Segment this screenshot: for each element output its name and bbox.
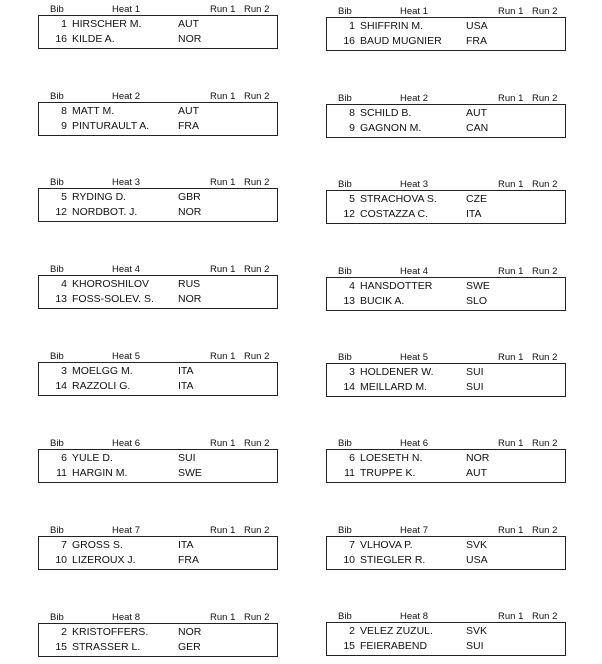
racer-name: SCHILD B. (360, 107, 412, 119)
heat-pairing-box (38, 275, 278, 309)
heat-header (38, 526, 278, 536)
racer-bib: 11 (344, 467, 355, 479)
racer-nation: NOR (466, 452, 490, 464)
racer-nation: ITA (178, 380, 194, 392)
racer-row (327, 365, 565, 379)
heat-header (326, 267, 566, 277)
racer-name: BAUD MUGNIER (360, 35, 442, 47)
racer-name: HIRSCHER M. (72, 18, 142, 30)
racer-name: LOESETH N. (360, 452, 423, 464)
racer-name: HANSDOTTER (360, 280, 433, 292)
racer-nation: AUT (178, 105, 199, 117)
bib-column-label: Bib (338, 266, 352, 277)
bib-column-label: Bib (338, 6, 352, 17)
racer-nation: SUI (466, 640, 484, 652)
bib-column-label: Bib (50, 612, 64, 623)
racer-nation: SWE (178, 467, 202, 479)
racer-row (39, 553, 277, 567)
run-1-label: Run 1 (498, 179, 524, 190)
bib-column-label: Bib (50, 4, 64, 15)
heat-title: Heat 5 (400, 352, 428, 363)
heat-header (326, 180, 566, 190)
heat-pairing-box (38, 536, 278, 570)
heat-block (38, 265, 278, 309)
heat-block (326, 439, 566, 483)
racer-row (327, 106, 565, 120)
heat-pairing-box (38, 102, 278, 136)
racer-bib: 4 (61, 278, 67, 290)
racer-bib: 6 (349, 452, 355, 464)
racer-bib: 3 (61, 365, 67, 377)
racer-bib: 5 (349, 193, 355, 205)
bib-column-label: Bib (50, 351, 64, 362)
run-2-label: Run 2 (244, 177, 270, 188)
heat-block (38, 439, 278, 483)
heat-pairing-box (38, 15, 278, 49)
run-1-label: Run 1 (210, 525, 236, 536)
heat-title: Heat 3 (112, 177, 140, 188)
racer-nation: AUT (178, 18, 199, 30)
racer-nation: CZE (466, 193, 487, 205)
heat-header (38, 92, 278, 102)
heat-pairing-box (326, 190, 566, 224)
racer-row (327, 538, 565, 552)
racer-row (39, 17, 277, 31)
bib-column-label: Bib (338, 93, 352, 104)
heat-header (326, 526, 566, 536)
racer-row (39, 466, 277, 480)
racer-nation: SVK (466, 539, 488, 551)
heat-block (326, 526, 566, 570)
racer-bib: 5 (61, 191, 67, 203)
racer-name: SHIFFRIN M. (360, 20, 423, 32)
bib-column-label: Bib (50, 91, 64, 102)
racer-bib: 12 (343, 208, 355, 220)
heat-pairing-box (38, 449, 278, 483)
racer-nation: GER (178, 641, 201, 653)
racer-bib: 13 (343, 295, 355, 307)
racer-row (39, 205, 277, 219)
racer-bib: 9 (349, 122, 355, 134)
racer-row (39, 625, 277, 639)
racer-bib: 15 (343, 640, 355, 652)
racer-bib: 13 (55, 293, 67, 305)
racer-bib: 2 (61, 626, 67, 638)
run-2-label: Run 2 (244, 351, 270, 362)
racer-name: MEILLARD M. (360, 381, 428, 393)
heat-title: Heat 4 (400, 266, 428, 277)
heat-title: Heat 2 (400, 93, 428, 104)
run-1-label: Run 1 (210, 351, 236, 362)
racer-nation: SUI (178, 452, 196, 464)
heat-title: Heat 4 (112, 264, 140, 275)
heat-title: Heat 1 (400, 6, 428, 17)
racer-name: KILDE A. (72, 33, 115, 45)
racer-row (39, 277, 277, 291)
racer-row (327, 380, 565, 394)
racer-nation: ITA (178, 365, 194, 377)
heat-block (38, 526, 278, 570)
heat-header (326, 7, 566, 17)
heat-block (326, 180, 566, 224)
heat-title: Heat 5 (112, 351, 140, 362)
racer-name: VLHOVA P. (360, 539, 413, 551)
racer-bib: 14 (55, 380, 67, 392)
racer-nation: SUI (466, 366, 484, 378)
run-1-label: Run 1 (210, 264, 236, 275)
heat-block (326, 353, 566, 397)
run-2-label: Run 2 (244, 525, 270, 536)
racer-name: MOELGG M. (72, 365, 133, 377)
racer-nation: SVK (466, 625, 488, 637)
run-1-label: Run 1 (210, 91, 236, 102)
racer-bib: 16 (55, 33, 67, 45)
racer-name: STIEGLER R. (360, 554, 426, 566)
racer-nation: AUT (466, 467, 487, 479)
racer-row (327, 121, 565, 135)
bib-column-label: Bib (50, 438, 64, 449)
heat-pairing-box (38, 362, 278, 396)
heat-pairing-box (326, 277, 566, 311)
racer-nation: NOR (178, 626, 202, 638)
heat-header (326, 94, 566, 104)
racer-bib: 1 (349, 20, 355, 32)
run-1-label: Run 1 (210, 438, 236, 449)
racer-bib: 8 (61, 105, 67, 117)
racer-name: HARGIN M. (72, 467, 128, 479)
racer-name: MATT M. (72, 105, 115, 117)
run-2-label: Run 2 (532, 438, 558, 449)
heat-title: Heat 8 (112, 612, 140, 623)
racer-row (327, 451, 565, 465)
racer-bib: 10 (55, 554, 67, 566)
racer-name: LIZEROUX J. (72, 554, 136, 566)
run-2-label: Run 2 (532, 179, 558, 190)
racer-nation: NOR (178, 33, 202, 45)
run-1-label: Run 1 (498, 438, 524, 449)
run-2-label: Run 2 (244, 4, 270, 15)
heat-header (326, 439, 566, 449)
racer-nation: ITA (466, 208, 482, 220)
bib-column-label: Bib (338, 611, 352, 622)
heat-header (38, 352, 278, 362)
run-2-label: Run 2 (532, 352, 558, 363)
heat-block (326, 94, 566, 138)
bib-column-label: Bib (50, 525, 64, 536)
racer-bib: 7 (349, 539, 355, 551)
heat-title: Heat 6 (400, 438, 428, 449)
heat-pairing-box (38, 623, 278, 657)
racer-bib: 12 (55, 206, 67, 218)
racer-bib: 3 (349, 366, 355, 378)
racer-bib: 16 (343, 35, 355, 47)
racer-nation: CAN (466, 122, 489, 134)
racer-row (327, 34, 565, 48)
run-1-label: Run 1 (498, 93, 524, 104)
racer-name: NORDBOT. J. (72, 206, 138, 218)
racer-row (327, 466, 565, 480)
racer-row (39, 190, 277, 204)
run-2-label: Run 2 (532, 93, 558, 104)
run-2-label: Run 2 (532, 525, 558, 536)
racer-bib: 8 (349, 107, 355, 119)
racer-row (39, 451, 277, 465)
heat-block (38, 352, 278, 396)
racer-name: STRACHOVA S. (360, 193, 437, 205)
racer-row (327, 279, 565, 293)
racer-name: FOSS-SOLEV. S. (72, 293, 154, 305)
heat-header (38, 178, 278, 188)
heat-header (326, 612, 566, 622)
heat-title: Heat 7 (112, 525, 140, 536)
racer-bib: 9 (61, 120, 67, 132)
racer-row (327, 192, 565, 206)
racer-row (327, 207, 565, 221)
racer-name: GAGNON M. (360, 122, 422, 134)
bib-column-label: Bib (338, 179, 352, 190)
racer-name: KRISTOFFERS. (72, 626, 149, 638)
racer-nation: NOR (178, 206, 202, 218)
racer-name: STRASSER L. (72, 641, 141, 653)
heat-title: Heat 6 (112, 438, 140, 449)
run-1-label: Run 1 (210, 4, 236, 15)
racer-name: PINTURAULT A. (72, 120, 150, 132)
racer-nation: FRA (466, 35, 487, 47)
heat-header (38, 5, 278, 15)
run-2-label: Run 2 (532, 6, 558, 17)
racer-nation: SWE (466, 280, 490, 292)
racer-row (327, 624, 565, 638)
racer-bib: 4 (349, 280, 355, 292)
run-2-label: Run 2 (244, 438, 270, 449)
run-2-label: Run 2 (244, 91, 270, 102)
racer-bib: 1 (61, 18, 67, 30)
heat-header (326, 353, 566, 363)
racer-nation: ITA (178, 539, 194, 551)
heat-pairing-box (326, 622, 566, 656)
racer-nation: SLO (466, 295, 488, 307)
heat-pairing-box (326, 536, 566, 570)
racer-nation: FRA (178, 120, 199, 132)
run-1-label: Run 1 (498, 611, 524, 622)
heat-header (38, 439, 278, 449)
racer-row (39, 104, 277, 118)
racer-name: COSTAZZA C. (360, 208, 429, 220)
racer-row (327, 294, 565, 308)
racer-name: RAZZOLI G. (72, 380, 131, 392)
racer-row (39, 119, 277, 133)
racer-bib: 15 (55, 641, 67, 653)
heat-block (38, 178, 278, 222)
heat-title: Heat 8 (400, 611, 428, 622)
racer-name: RYDING D. (72, 191, 127, 203)
bib-column-label: Bib (50, 264, 64, 275)
heat-block (326, 7, 566, 51)
run-1-label: Run 1 (498, 266, 524, 277)
racer-row (327, 639, 565, 653)
racer-nation: RUS (178, 278, 201, 290)
racer-name: VELEZ ZUZUL. (360, 625, 433, 637)
racer-row (39, 379, 277, 393)
racer-name: TRUPPE K. (360, 467, 416, 479)
heat-pairing-box (326, 104, 566, 138)
racer-bib: 2 (349, 625, 355, 637)
run-1-label: Run 1 (210, 177, 236, 188)
racer-nation: SUI (466, 381, 484, 393)
racer-row (39, 292, 277, 306)
racer-name: FEIERABEND (360, 640, 428, 652)
run-2-label: Run 2 (532, 266, 558, 277)
heat-pairing-box (326, 17, 566, 51)
bib-column-label: Bib (50, 177, 64, 188)
racer-row (39, 32, 277, 46)
run-2-label: Run 2 (244, 264, 270, 275)
heat-block (38, 613, 278, 657)
racer-bib: 10 (343, 554, 355, 566)
racer-row (39, 364, 277, 378)
racer-bib: 7 (61, 539, 67, 551)
racer-row (39, 640, 277, 654)
racer-name: GROSS S. (72, 539, 123, 551)
racer-name: KHOROSHILOV (72, 278, 150, 290)
racer-nation: FRA (178, 554, 199, 566)
heat-block (326, 612, 566, 656)
racer-row (327, 19, 565, 33)
racer-row (39, 538, 277, 552)
heat-title: Heat 2 (112, 91, 140, 102)
heat-title: Heat 3 (400, 179, 428, 190)
heat-header (38, 265, 278, 275)
racer-nation: GBR (178, 191, 201, 203)
run-1-label: Run 1 (210, 612, 236, 623)
racer-bib: 6 (61, 452, 67, 464)
run-1-label: Run 1 (498, 6, 524, 17)
heat-block (326, 267, 566, 311)
run-1-label: Run 1 (498, 525, 524, 536)
bib-column-label: Bib (338, 525, 352, 536)
heat-pairing-box (38, 188, 278, 222)
racer-bib: 11 (56, 467, 67, 479)
racer-row (327, 553, 565, 567)
heat-block (38, 92, 278, 136)
heat-pairing-box (326, 363, 566, 397)
racer-nation: AUT (466, 107, 487, 119)
heat-block (38, 5, 278, 49)
run-1-label: Run 1 (498, 352, 524, 363)
racer-name: HOLDENER W. (360, 366, 434, 378)
heat-header (38, 613, 278, 623)
heat-title: Heat 7 (400, 525, 428, 536)
heat-title: Heat 1 (112, 4, 140, 15)
racer-nation: USA (466, 20, 488, 32)
bib-column-label: Bib (338, 352, 352, 363)
racer-name: YULE D. (72, 452, 113, 464)
run-2-label: Run 2 (532, 611, 558, 622)
run-2-label: Run 2 (244, 612, 270, 623)
racer-nation: USA (466, 554, 488, 566)
racer-nation: NOR (178, 293, 202, 305)
racer-name: BUCIK A. (360, 295, 405, 307)
racer-bib: 14 (343, 381, 355, 393)
bib-column-label: Bib (338, 438, 352, 449)
heat-pairing-box (326, 449, 566, 483)
